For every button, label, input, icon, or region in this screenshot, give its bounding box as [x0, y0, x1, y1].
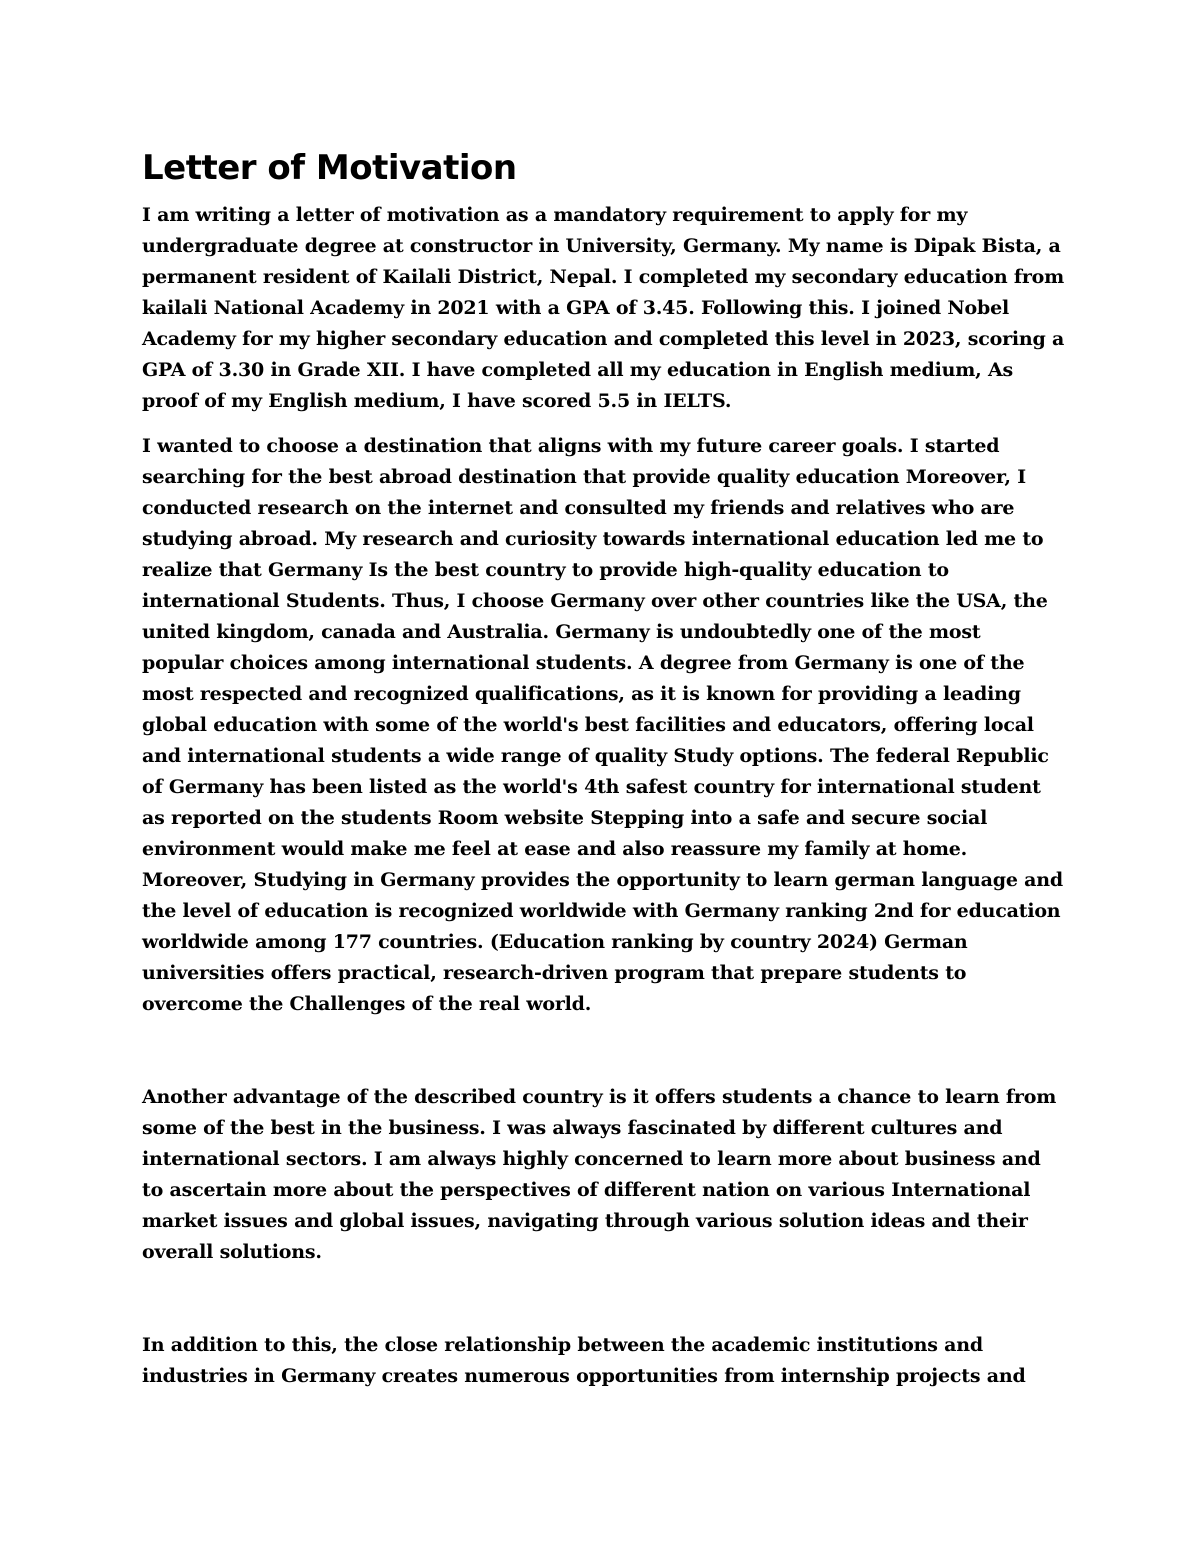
paragraph-industry-relationship: In addition to this, the close relationship between the academic institutions and industries in Germany creates numerous opportunities from internship projects and	[142, 1334, 1026, 1387]
paragraph-business-interest: Another advantage of the described country is it offers students a chance to learn from some of the best in the business. I was always fascinated by different cultures and international sectors. I am always highly concerned to learn more about business and to ascertain more about the perspectives of different nation on various International market issues and global issues, navigating through various solution ideas and their overall solutions.	[142, 1086, 1057, 1263]
paragraph-spacer	[142, 417, 1067, 431]
paragraph-spacer	[142, 1268, 1067, 1330]
letter-body	[142, 146, 1067, 1392]
paragraph-spacer	[142, 1020, 1067, 1082]
letter-title: Letter of Motivation	[142, 148, 517, 188]
paragraph-introduction: I am writing a letter of motivation as a mandatory requirement to apply for my undergraduate degree at constructor in University, Germany. My name is Dipak Bista, a permanent resident of Kailali District, Nepal. I completed my secondary education from kailali National Academy in 2021 with a GPA of 3.45. Following this. I joined Nobel Academy for my higher secondary education and completed this level in 2023, scoring a GPA of 3.30 in Grade XII. I have completed all my education in English medium, As proof of my English medium, I have scored 5.5 in IELTS.	[142, 204, 1065, 412]
paragraph-destination-choice: I wanted to choose a destination that aligns with my future career goals. I started searching for the best abroad destination that provide quality education Moreover, I conducted research on the internet and consulted my friends and relatives who are studying abroad. My research and curiosity towards international education led me to realize that Germany Is the best country to provide high-quality education to international Students. Thus, I choose Germany over other countries like the USA, the united kingdom, canada and Australia. Germany is undoubtedly one of the most popular choices among international students. A degree from Germany is one of the most respected and recognized qualifications, as it is known for providing a leading global education with some of the world's best facilities and educators, offering local and international students a wide range of quality Study options. The federal Republic of Germany has been listed as the world's 4th safest country for international student as reported on the students Room website Stepping into a safe and secure social environment would make me feel at ease and also reassure my family at home. Moreover, Studying in Germany provides the opportunity to learn german language and the level of education is recognized worldwide with Germany ranking 2nd for education worldwide among 177 countries. (Education ranking by country 2024) German universities offers practical, research-driven program that prepare students to overcome the Challenges of the real world.	[142, 435, 1063, 1015]
